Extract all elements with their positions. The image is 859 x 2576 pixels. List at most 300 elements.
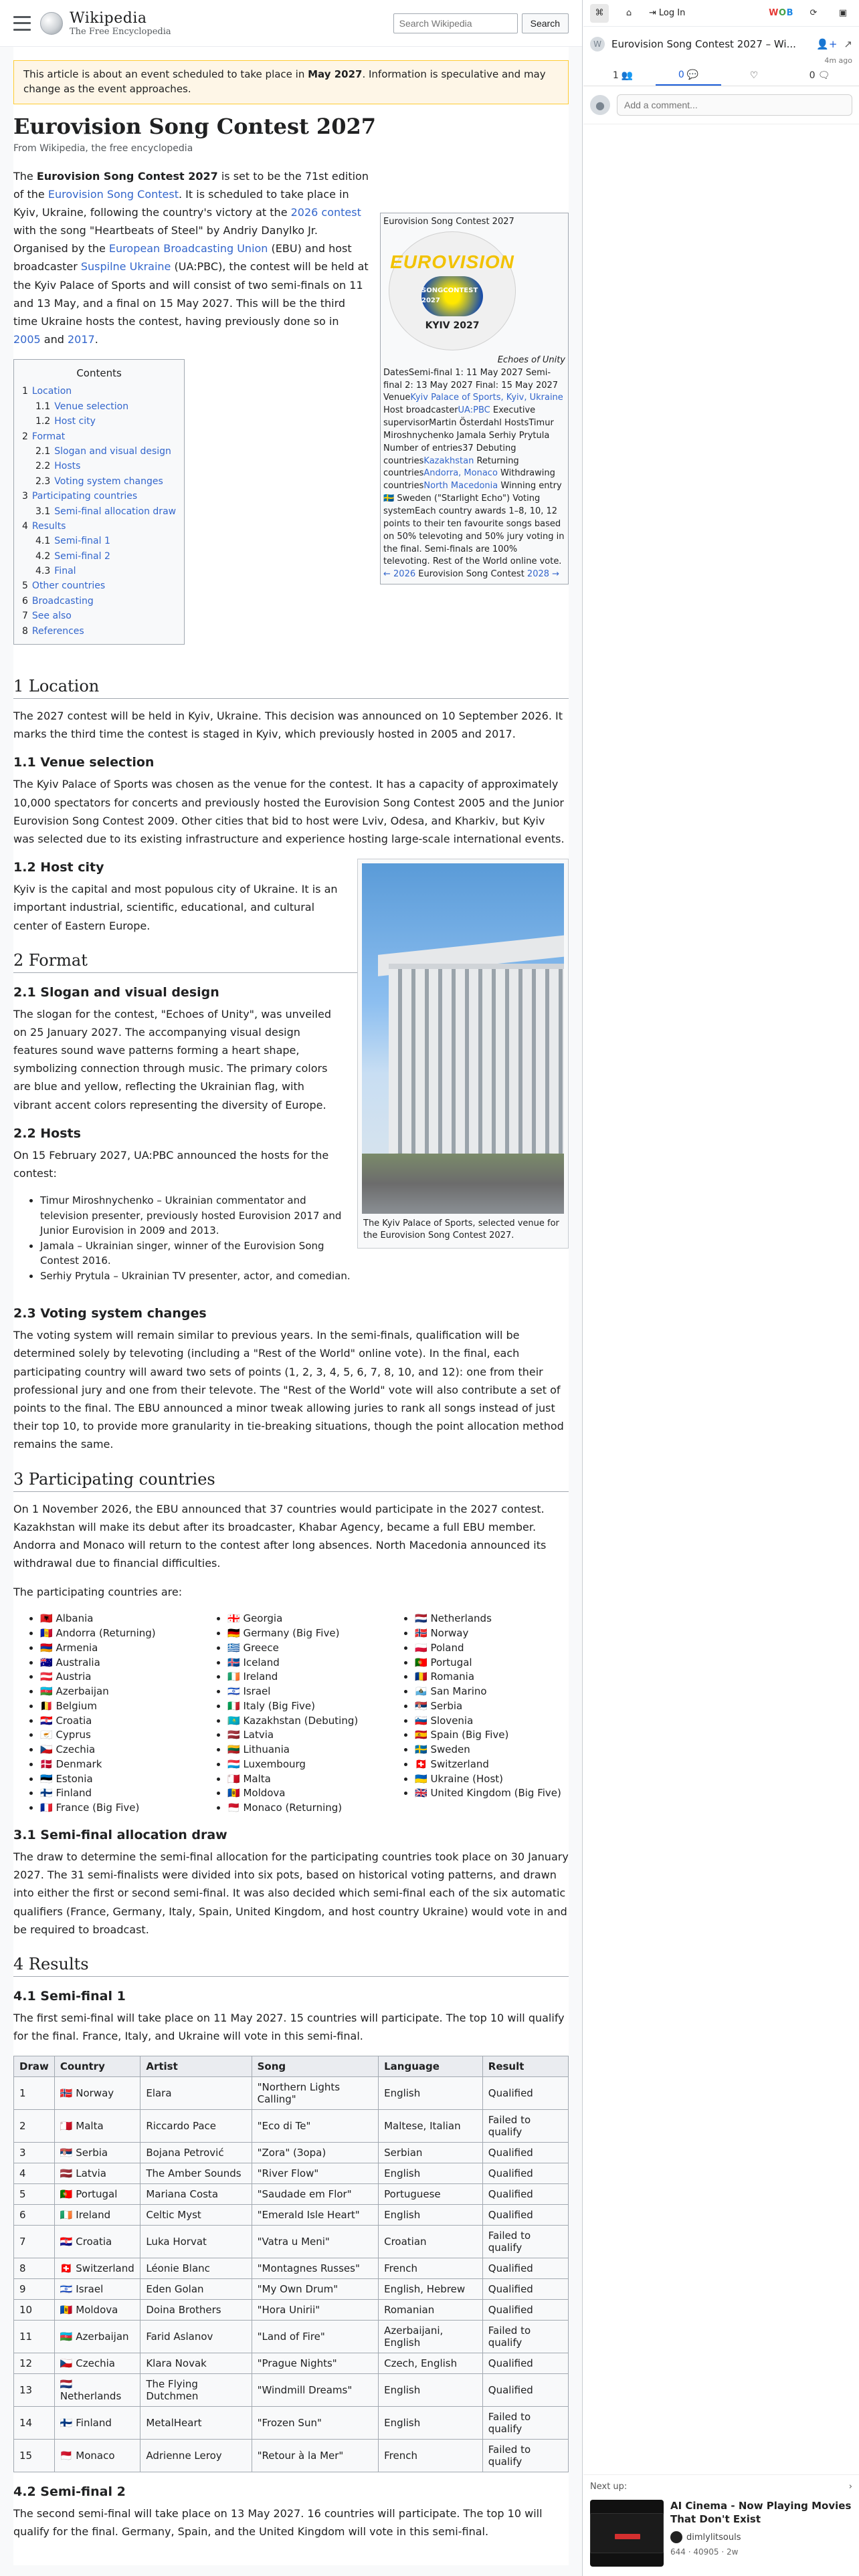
logo-word: EUROVISION [390,251,514,273]
toc-item[interactable] [22,609,176,623]
toc-item[interactable] [22,624,176,639]
subsection-heading: 1.2 Host city [13,860,104,875]
table-cell: Maltese, Italian [379,2110,483,2143]
contest-2017-link[interactable]: 2017 [68,333,95,346]
table-cell: 🇨🇭 Switzerland [54,2258,140,2279]
table-cell: Qualified [482,2143,568,2163]
infobox-title: Eurovision Song Contest 2027 [383,217,514,227]
toc-item[interactable] [22,414,176,429]
country-item: • 🇫🇷 France (Big Five) [40,1801,194,1816]
channel-name: dimlylitsouls [686,2532,741,2543]
lead-text: . [94,333,98,346]
lead-text: (EBU) and host broadcaster [13,242,352,274]
toc-number: 3 [22,491,28,502]
comments-count: 0 [678,69,684,80]
table-cell: 12 [14,2353,55,2374]
table-row [14,2279,569,2300]
search-input[interactable] [393,13,518,33]
country-item: • 🇸🇲 San Marino [415,1685,569,1699]
table-cell: "Zora" (Зора) [252,2143,378,2163]
toc-list [22,384,176,639]
country-item: • 🇸🇪 Sweden [415,1743,569,1757]
subsection-heading: 4.2 Semi-final 2 [13,2484,126,2500]
table-cell: "Hora Unirii" [252,2300,378,2321]
table-cell: 🇲🇨 Monaco [54,2440,140,2472]
table-row [14,2110,569,2143]
table-cell: "Montagnes Russes" [252,2258,378,2279]
country-item: • 🇷🇸 Serbia [415,1699,569,1714]
stats-bar [583,65,859,86]
search-bar [393,13,569,33]
toc-link[interactable]: Semi-final allocation draw [54,506,177,517]
table-row [14,2205,569,2226]
toc-link[interactable]: Host city [54,416,96,427]
card-title: AI Cinema - Now Playing Movies That Don't Exist [670,2500,852,2525]
esc-link[interactable]: Eurovision Song Contest [47,187,179,201]
replies-stat[interactable] [787,70,852,81]
country-item: • 🇦🇲 Armenia [40,1641,194,1656]
table-cell: 1 [14,2077,55,2110]
table-cell: 14 [14,2407,55,2440]
search-button[interactable]: Search [522,13,569,33]
table-cell: 🇲🇹 Malta [54,2110,140,2143]
country-item: • 🇲🇨 Monaco (Returning) [227,1801,381,1816]
table-cell: The Flying Dutchmen [140,2374,252,2407]
infobox-nav-label: Eurovision Song Contest [415,569,527,580]
table-cell: English [379,2163,483,2184]
table-cell: Farid Aslanov [140,2321,252,2353]
table-cell: "Frozen Sun" [252,2407,378,2440]
toc-item[interactable] [22,459,176,473]
country-item: • 🇵🇹 Portugal [415,1656,569,1671]
hatnote-bold: May 2027 [308,68,363,80]
sync-icon[interactable]: ⟳ [809,8,818,18]
toc-number: 5 [22,580,28,592]
table-cell: Qualified [482,2300,568,2321]
table-cell: 🇲🇩 Moldova [54,2300,140,2321]
country-item: • 🇬🇪 Georgia [227,1612,381,1626]
toc-number: 7 [22,611,28,622]
table-cell: 4 [14,2163,55,2184]
country-item: • 🇫🇮 Finland [40,1786,194,1801]
table-row [14,2226,569,2258]
table-cell: French [379,2258,483,2279]
table-cell: Romanian [379,2300,483,2321]
venue-link[interactable]: Kyiv Palace of Sports, Kyiv, Ukraine [410,393,563,403]
channel-avatar [670,2531,682,2543]
table-cell: Elara [140,2077,252,2110]
table-cell: Celtic Myst [140,2205,252,2226]
list-item: • Timur Miroshnychenko – Ukrainian commentator and television presenter, previously hosted Eurovision 2017 and Junior Eurovision in 2009 and 2013. [40,1193,569,1239]
toc-number: 2.3 [35,475,51,487]
wikipedia-globe-icon[interactable] [40,12,63,35]
toc-number: 2.1 [35,445,51,457]
toc-item[interactable] [22,594,176,609]
table-cell: Portuguese [379,2184,483,2205]
section-paragraph: The draw to determine the semi-final allocation for the participating countries took place on 30 January 2027. The 31 semi-finalists were divided into six pots, based on historical voting patterns, and drawn into either the first or second semi-final. It was also decided which semi-final each of the six automatic qualifiers (France, Germany, Italy, Spain, United Kingdom, and host country Ukraine) would vote in and be required to broadcast. [13,1850,569,1936]
toc-link[interactable]: Format [31,431,66,442]
toc-item[interactable] [22,549,176,564]
toc-link[interactable]: Semi-final 1 [54,536,110,547]
table-row [14,2374,569,2407]
country-item: • 🇱🇺 Luxembourg [227,1757,381,1772]
table-row [14,2353,569,2374]
toc-item[interactable] [22,429,176,444]
table-cell: Léonie Blanc [140,2258,252,2279]
country-item: • 🇨🇭 Switzerland [415,1757,569,1772]
toc-number: 3.1 [35,506,51,517]
toc-item[interactable] [22,519,176,534]
country-item: • 🇸🇮 Slovenia [415,1714,569,1729]
lead-bold: Eurovision Song Contest 2027 [36,169,218,183]
country-item: • 🇱🇻 Latvia [227,1728,381,1743]
country-item: • 🇪🇪 Estonia [40,1772,194,1787]
country-item: • 🇳🇱 Netherlands [415,1612,569,1626]
table-cell: "Eco di Te" [252,2110,378,2143]
column-header: Song [252,2056,378,2077]
country-item: • 🇺🇦 Ukraine (Host) [415,1772,569,1787]
table-cell: 🇱🇻 Latvia [54,2163,140,2184]
table-cell: 🇳🇱 Netherlands [54,2374,140,2407]
withdraw-link[interactable]: North Macedonia [423,481,498,492]
countries-column [13,1612,194,1816]
toc-link[interactable]: Venue selection [54,401,129,412]
next-up-panel [583,2474,859,2576]
table-cell: French [379,2440,483,2472]
users-count: 1 [612,70,619,81]
section-heading: 2 Format [13,951,569,973]
toc-item[interactable] [22,489,176,504]
table-cell: Croatian [379,2226,483,2258]
table-cell: Failed to qualify [482,2440,568,2472]
table-cell: Qualified [482,2163,568,2184]
column-header: Language [379,2056,483,2077]
table-cell: 🇮🇪 Ireland [54,2205,140,2226]
column-header: Country [54,2056,140,2077]
venue-photo-figure [357,859,569,1248]
wob-badge[interactable]: WOB [769,8,793,18]
chevron-right-icon[interactable]: › [848,2482,852,2492]
table-cell: 13 [14,2374,55,2407]
table-cell: Qualified [482,2077,568,2110]
suspilne-link[interactable]: Suspilne Ukraine [80,260,171,274]
toc-item[interactable] [22,384,176,399]
infobox-dates: DatesSemi-final 1: 11 May 2027 Semi-final 2: 13 May 2027 Final: 15 May 2027 Venue [383,367,559,403]
toc-link[interactable]: Location [31,386,72,397]
debut-link[interactable]: Kazakhstan [423,455,474,466]
menu-icon[interactable] [13,16,31,31]
list-item: • Jamala – Ukrainian singer, winner of the Eurovision Song Contest 2016. [40,1239,569,1269]
toc-link[interactable]: Voting system changes [54,475,163,487]
infobox-returning-label: Returning countries [383,455,519,479]
toc-item[interactable] [22,578,176,593]
toc-link[interactable]: See also [31,611,72,622]
infobox-host-label: Host broadcaster [383,405,458,416]
column-header: Artist [140,2056,252,2077]
comments-stat[interactable] [656,65,721,86]
page-subtitle: From Wikipedia, the free encyclopedia [13,142,193,154]
toc-item[interactable] [22,474,176,489]
table-cell: "My Own Drum" [252,2279,378,2300]
country-item: • 🇬🇷 Greece [227,1641,381,1656]
country-item: • 🇩🇰 Denmark [40,1757,194,1772]
section-heading: 3 Participating countries [13,1470,569,1492]
card-meta: 644 · 40905 · 2w [670,2547,739,2557]
list-item: • Serhiy Prytula – Ukrainian TV presenter, actor, and comedian. [40,1269,569,1284]
prev-contest-link[interactable]: ← 2026 [383,569,416,580]
table-cell: Adrienne Leroy [140,2440,252,2472]
section-heading: 1 Location [13,677,569,699]
users-stat[interactable] [590,70,656,81]
table-cell: Riccardo Pace [140,2110,252,2143]
contest-logo [389,231,516,350]
toc-item[interactable] [22,399,176,414]
country-item: • 🇩🇪 Germany (Big Five) [227,1626,381,1641]
country-item: • 🇲🇩 Moldova [227,1786,381,1801]
toc-link[interactable]: Semi-final 2 [54,550,110,562]
logo-heart: SONGCONTEST 2027 [421,276,483,316]
user-avatar: ● [590,95,610,115]
country-item: • 🇦🇺 Australia [40,1656,194,1671]
login-button[interactable] [649,8,685,18]
next-up-card[interactable] [590,2500,852,2567]
country-item: • 🇮🇸 Iceland [227,1656,381,1671]
country-item: • 🇧🇪 Belgium [40,1699,194,1714]
ebu-link[interactable]: European Broadcasting Union [108,242,268,255]
subsection-heading: 4.1 Semi-final 1 [13,1988,126,2004]
table-cell: Qualified [482,2279,568,2300]
heart-icon: ♡ [749,70,759,81]
country-item: • 🇦🇱 Albania [40,1612,194,1626]
table-cell: "Vatra u Meni" [252,2226,378,2258]
lead-paragraph [13,167,369,349]
table-cell: 🇭🇷 Croatia [54,2226,140,2258]
time-ago: 4m ago [824,56,852,65]
semi-final-1-table [13,2056,569,2472]
table-cell: 🇷🇸 Serbia [54,2143,140,2163]
country-item: • 🇭🇷 Croatia [40,1714,194,1729]
table-cell: English, Hebrew [379,2279,483,2300]
reply-icon: 🗨 [818,70,830,81]
table-cell: 2 [14,2110,55,2143]
table-cell: Failed to qualify [482,2321,568,2353]
venue-photo[interactable] [362,863,564,1214]
lead-text: . It is scheduled to take place in Kyiv, Ukraine, following the country's victory at the [13,187,349,219]
country-item: • 🇦🇿 Azerbaijan [40,1685,194,1699]
toc-title: Contents [76,367,122,380]
table-cell: 9 [14,2279,55,2300]
table-cell: English [379,2077,483,2110]
table-cell: 🇳🇴 Norway [54,2077,140,2110]
broadcaster-link[interactable]: UA:PBC [458,405,490,416]
table-cell: English [379,2407,483,2440]
toc-link[interactable]: References [31,625,84,637]
country-item: • 🇪🇸 Spain (Big Five) [415,1728,569,1743]
toc-link[interactable]: Participating countries [31,491,138,502]
toc-number: 8 [22,625,28,637]
column-header: Result [482,2056,568,2077]
table-cell: Qualified [482,2353,568,2374]
toc-link[interactable]: Final [54,566,76,577]
table-cell: Qualified [482,2258,568,2279]
lead-text: (UA:PBC), the contest will be held at the Kyiv Palace of Sports and will consist of two semi-finals on 11 and 13 May, and a final on 15 May 2027. This will be the third time Ukraine hosts the contest, having previously done so in [13,260,369,328]
current-page-title[interactable]: Eurovision Song Contest 2027 – Wi... [611,38,796,50]
table-cell: "River Flow" [252,2163,378,2184]
toc-link[interactable]: Broadcasting [31,595,94,607]
country-item: • 🇰🇿 Kazakhstan (Debuting) [227,1714,381,1729]
toc-link[interactable]: Slogan and visual design [54,445,171,457]
table-cell: Qualified [482,2184,568,2205]
table-cell: 🇨🇿 Czechia [54,2353,140,2374]
discussion-sidebar [583,0,859,2576]
section-paragraph: The 2027 contest will be held in Kyiv, Ukraine. This decision was announced on 10 September 2026. It marks the third time the contest is staged in Kyiv, which previously hosted in 2005 and 2017. [13,710,563,741]
table-cell: English [379,2374,483,2407]
table-cell: 15 [14,2440,55,2472]
next-up-label: Next up: [590,2482,628,2492]
infobox [380,213,569,584]
site-favicon: W [590,37,605,51]
video-thumbnail[interactable] [590,2500,664,2567]
table-cell: 7 [14,2226,55,2258]
table-of-contents [13,359,185,645]
toc-number: 1.2 [35,416,51,427]
login-icon: ⇥ [649,8,656,18]
countries-column [201,1612,381,1816]
add-user-icon[interactable]: 👤+ [816,38,838,50]
toc-number: 1.1 [35,401,51,412]
country-item: • 🇮🇪 Ireland [227,1670,381,1685]
infobox-body [383,367,565,569]
table-cell: "Prague Nights" [252,2353,378,2374]
infobox-exec: Executive supervisorMartin Österdahl HostsTimur Miroshnychenko Jamala Serhiy Prytula Number of entries37 Debuting countries [383,405,554,466]
table-row [14,2258,569,2279]
table-cell: 🇫🇮 Finland [54,2407,140,2440]
country-item: • 🇬🇧 United Kingdom (Big Five) [415,1786,569,1801]
returning-link[interactable]: Andorra, Monaco [423,468,498,479]
subsection-heading: 1.1 Venue selection [13,755,155,770]
table-cell: "Emerald Isle Heart" [252,2205,378,2226]
table-cell: Serbian [379,2143,483,2163]
comment-icon: 💬 [686,69,699,80]
hatnote-text-2: . Information is speculative and may change as the event approaches. [23,68,546,95]
panel-icon[interactable]: ▣ [838,8,848,18]
table-cell: "Windmill Dreams" [252,2374,378,2407]
table-cell: "Northern Lights Calling" [252,2077,378,2110]
country-item: • 🇦🇩 Andorra (Returning) [40,1626,194,1641]
sidebar-toolbar [583,0,859,27]
table-row [14,2300,569,2321]
lead-text: with the song "Heartbeats of Steel" by Andriy Danylko Jr. Organised by the [13,224,318,255]
toc-number: 2 [22,431,28,442]
table-cell: Failed to qualify [482,2110,568,2143]
table-row [14,2077,569,2110]
users-icon: 👥 [621,70,634,81]
table-cell: 🇮🇱 Israel [54,2279,140,2300]
countries-list [13,1612,569,1816]
toc-number: 4.2 [35,550,51,562]
table-cell: Doina Brothers [140,2300,252,2321]
toc-item[interactable] [22,564,176,578]
toc-link[interactable]: Other countries [31,580,106,592]
country-item: • 🇨🇿 Czechia [40,1743,194,1757]
table-cell: 11 [14,2321,55,2353]
table-row [14,2321,569,2353]
next-contest-link[interactable]: 2028 → [527,569,560,580]
table-row [14,2440,569,2472]
wiki-logo[interactable] [70,10,171,37]
country-item: • 🇨🇾 Cyprus [40,1728,194,1743]
column-header: Draw [14,2056,55,2077]
table-cell: Czech, English [379,2353,483,2374]
table-cell: Azerbaijani, English [379,2321,483,2353]
login-label: Log In [658,8,686,18]
subsection-heading: 2.2 Hosts [13,1125,81,1141]
infobox-nav [383,568,565,581]
section-paragraph: Kyiv is the capital and most populous city of Ukraine. It is an important industrial, scientific, educational, and cultural center of Eastern Europe. [13,883,338,932]
table-cell: "Retour à la Mer" [252,2440,378,2472]
section-paragraph: The slogan for the contest, "Echoes of Unity", was unveiled on 25 January 2027. The accompanying visual design features sound wave patterns forming a heart shape, symbolizing connection through music. The primary colors are blue and yellow, reflecting the Ukrainian flag, with vibrant accent colors representing the diversity of Europe. [13,1007,331,1111]
share-icon[interactable]: ↗ [844,38,852,50]
home-icon[interactable]: ⌂ [626,8,632,18]
table-cell: The Amber Sounds [140,2163,252,2184]
section-paragraph: The voting system will remain similar to previous years. In the semi-finals, qualification will be determined solely by televoting (including a "Rest of the World" online vote). In the final, each participating country will award two sets of points (1, 2, 3, 4, 5, 6, 7, 8, 10, and 12): one from their professional jury and one from their televote. The "Rest of the World" vote will also contribute a set of points to the final. The EBU announced a minor tweak allowing juries to rank all songs instead of just their top 10, to provide more granularity in tie-breaking situations, though the point allocation method remains the same. [13,1329,564,1451]
country-item: • 🇲🇹 Malta [227,1772,381,1787]
toc-link[interactable]: Results [31,520,66,532]
table-row [14,2407,569,2440]
toc-item[interactable] [22,504,176,519]
table-cell: 🇵🇹 Portugal [54,2184,140,2205]
logo-subtitle: The Free Encyclopedia [70,26,171,37]
contest-2005-link[interactable]: 2005 [13,333,41,346]
subsection-heading: 2.1 Slogan and visual design [13,984,219,1000]
toc-item[interactable] [22,444,176,459]
country-item: • 🇮🇹 Italy (Big Five) [227,1699,381,1714]
logo-title: Wikipedia [70,9,147,27]
toc-number: 1 [22,386,28,397]
infobox-withdraw-label: Withdrawing countries [383,468,555,492]
toc-number: 4.3 [35,566,51,577]
grid-icon[interactable]: ⌘ [590,4,609,23]
contest-2026-link[interactable]: 2026 contest [290,205,361,219]
table-cell: Klara Novak [140,2353,252,2374]
countries-column [388,1612,569,1816]
toc-number: 2.2 [35,461,51,472]
channel-row [670,2531,852,2543]
likes-stat[interactable] [721,70,787,81]
table-cell: Qualified [482,2374,568,2407]
logo-city: KYIV 2027 [425,320,480,331]
table-cell: 6 [14,2205,55,2226]
comment-composer [583,86,859,124]
table-cell: MetalHeart [140,2407,252,2440]
table-cell: Eden Golan [140,2279,252,2300]
section-paragraph: The first semi-final will take place on 11 May 2027. 15 countries will participate. The top 10 will qualify for the final. France, Italy, and Ukraine will vote in this semi-final. [13,2011,565,2043]
country-item: • 🇱🇹 Lithuania [227,1743,381,1757]
table-cell: 5 [14,2184,55,2205]
table-cell: 8 [14,2258,55,2279]
lead-text: is set to be the 71st edition of the [13,169,369,201]
table-cell: English [379,2205,483,2226]
article-content [13,47,569,2565]
table-row [14,2184,569,2205]
table-cell: 10 [14,2300,55,2321]
toc-item[interactable] [22,534,176,548]
toc-link[interactable]: Hosts [54,461,81,472]
table-cell: "Land of Fire" [252,2321,378,2353]
comment-input[interactable] [617,94,852,116]
table-cell: 3 [14,2143,55,2163]
subsection-heading: 3.1 Semi-final allocation draw [13,1827,227,1842]
